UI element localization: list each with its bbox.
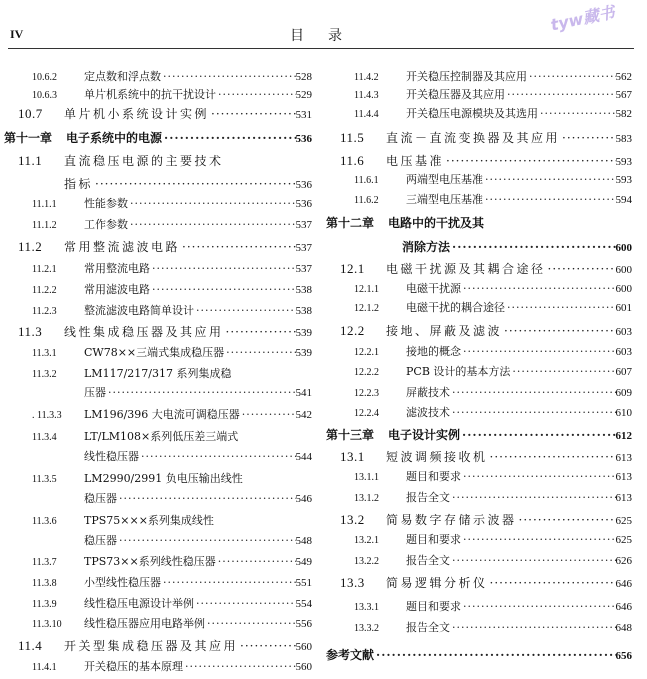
toc-entry-page: 609 xyxy=(615,387,632,399)
toc-entry-number: 11.6.2 xyxy=(354,195,379,206)
dot-leader xyxy=(162,131,295,145)
dot-leader xyxy=(483,173,616,186)
toc-entry-number: 12.1 xyxy=(340,261,365,276)
dot-leader xyxy=(461,470,616,483)
toc-entry-page: 582 xyxy=(615,108,632,120)
dot-leader xyxy=(106,386,296,399)
toc-entry-page: 528 xyxy=(295,71,312,83)
toc-entry-title: 工作参数 xyxy=(84,218,128,231)
toc-entry-page: 529 xyxy=(295,89,312,101)
toc-entry-subsection xyxy=(4,302,312,318)
toc-entry-subsection xyxy=(326,468,632,484)
dot-leader xyxy=(461,282,616,295)
header-rule xyxy=(8,48,634,49)
toc-entry-section xyxy=(4,323,312,340)
toc-entry-page: 560 xyxy=(295,661,312,673)
toc-entry-number: 11.3.8 xyxy=(32,578,57,589)
toc-entry-title: 电磁干扰源及其耦合途径 xyxy=(386,262,546,276)
toc-entry-title: 单片机系统中的抗干扰设计 xyxy=(84,88,216,101)
toc-entry-number: 11.1 xyxy=(18,153,43,168)
toc-entry-subsection xyxy=(4,470,312,486)
toc-entry-subsection xyxy=(326,171,632,187)
dot-leader xyxy=(510,365,615,378)
toc-entry-title: 电磁干扰的耦合途径 xyxy=(406,301,505,314)
toc-entry-number: 11.1.2 xyxy=(32,220,57,231)
page-number: IV xyxy=(10,27,24,41)
dot-leader xyxy=(194,304,296,317)
dot-leader xyxy=(517,513,616,527)
toc-entry-number: 11.3.9 xyxy=(32,599,57,610)
toc-entry-section xyxy=(4,175,312,192)
dot-leader xyxy=(150,262,296,275)
page-header-title: 目录 xyxy=(290,28,366,44)
toc-entry-subsection xyxy=(4,195,312,211)
toc-entry-page: 613 xyxy=(615,492,632,504)
toc-entry-subsection xyxy=(326,280,632,296)
toc-entry-number: 11.6.1 xyxy=(354,175,379,186)
dot-leader xyxy=(150,283,296,296)
toc-entry-page: 612 xyxy=(615,430,632,442)
toc-entry-chapter xyxy=(326,426,632,443)
toc-entry-page: 603 xyxy=(615,346,632,358)
toc-entry-title: 电磁干扰源 xyxy=(406,282,461,295)
toc-entry-chapter xyxy=(4,129,312,146)
toc-entry-page: 536 xyxy=(295,179,312,191)
toc-entry-number: 第十三章 xyxy=(326,428,375,442)
toc-entry-title: 开关稳压的基本原理 xyxy=(84,660,183,673)
toc-entry-title: 性能参数 xyxy=(84,197,128,210)
toc-entry-subsection xyxy=(4,68,312,84)
toc-entry-section xyxy=(4,152,312,169)
toc-entry-page: 549 xyxy=(295,556,312,568)
toc-entry-title: 定点数和浮点数 xyxy=(84,70,161,83)
toc-entry-title: 屏蔽技术 xyxy=(406,386,450,399)
toc-entry-number: 10.7 xyxy=(18,106,43,121)
toc-entry-section xyxy=(4,637,312,654)
toc-entry-subsection xyxy=(4,512,312,528)
toc-entry-number: 11.3.7 xyxy=(32,557,57,568)
toc-entry-subsection xyxy=(326,68,632,84)
toc-entry-title: 稳压器 xyxy=(84,492,117,505)
toc-entry-page: 554 xyxy=(295,598,312,610)
toc-entry-number: 第十二章 xyxy=(326,216,375,230)
toc-entry-title: 整流滤波电路简单设计 xyxy=(84,304,194,317)
toc-entry-number: 13.1 xyxy=(340,449,365,464)
toc-entry-page: 646 xyxy=(615,578,632,590)
dot-leader xyxy=(180,240,295,254)
dot-leader xyxy=(374,648,615,662)
toc-entry-subsection xyxy=(326,384,632,400)
toc-entry-page: 613 xyxy=(615,452,632,464)
dot-leader xyxy=(546,262,616,276)
toc-entry-title: 常用滤波电路 xyxy=(84,283,150,296)
toc-entry-title: LM117/217/317 系列集成稳 xyxy=(84,367,232,380)
toc-entry-number: 11.3.1 xyxy=(32,348,57,359)
dot-leader xyxy=(450,554,616,567)
toc-entry-title: 接地的概念 xyxy=(406,345,461,358)
dot-leader xyxy=(461,533,616,546)
toc-entry-page: 625 xyxy=(615,515,632,527)
toc-entry-page: 625 xyxy=(615,534,632,546)
toc-entry-title: 开关稳压控制器及其应用 xyxy=(406,70,527,83)
dot-leader xyxy=(450,406,616,419)
toc-entry-subsection xyxy=(4,574,312,590)
toc-entry-subsection xyxy=(4,281,312,297)
toc-entry-subsection xyxy=(326,86,632,102)
toc-entry-title: 开关稳压器及其应用 xyxy=(406,88,505,101)
toc-entry-page: 600 xyxy=(615,264,632,276)
toc-entry-title: TPS75×××系列集成线性 xyxy=(84,514,214,527)
toc-entry-subsection xyxy=(4,448,312,464)
dot-leader xyxy=(505,88,616,101)
dot-leader xyxy=(93,177,295,191)
toc-entry-subsection xyxy=(326,619,632,635)
toc-entry-title: TPS73××系列线性稳压器 xyxy=(84,555,216,568)
dot-leader xyxy=(450,491,616,504)
toc-entry-title: 电压基准 xyxy=(386,154,445,168)
toc-entry-number: 11.3.2 xyxy=(32,369,57,380)
toc-entry-subsection xyxy=(326,552,632,568)
dot-leader xyxy=(183,660,296,673)
toc-entry-title: 简易数字存储示波器 xyxy=(386,513,517,527)
toc-entry-section xyxy=(4,105,312,122)
toc-entry-subsection xyxy=(326,404,632,420)
toc-entry-title: 线性集成稳压器及其应用 xyxy=(64,325,224,339)
dot-leader xyxy=(450,386,616,399)
toc-entry-number: 11.3.4 xyxy=(32,432,57,443)
dot-leader xyxy=(209,107,295,121)
toc-entry-subsection xyxy=(4,615,312,631)
toc-entry-title: 开关稳压电源模块及其选用 xyxy=(406,107,538,120)
toc-entry-subsection xyxy=(4,216,312,232)
toc-entry-number: 12.2 xyxy=(340,323,365,338)
toc-entry-page: 646 xyxy=(615,601,632,613)
toc-entry-page: 546 xyxy=(295,493,312,505)
toc-entry-section xyxy=(326,322,632,339)
dot-leader xyxy=(128,218,296,231)
toc-entry-title: 题目和要求 xyxy=(406,470,461,483)
dot-leader xyxy=(444,154,615,168)
toc-entry-number: 11.2.3 xyxy=(32,306,57,317)
toc-entry-subsection xyxy=(326,191,632,207)
toc-entry-page: 542 xyxy=(295,409,312,421)
toc-entry-section xyxy=(326,448,632,465)
toc-entry-title: 电路中的干扰及其 xyxy=(388,216,485,230)
toc-entry-page: 536 xyxy=(295,133,312,145)
toc-entry-page: 601 xyxy=(615,302,632,314)
toc-entry-number: 10.6.2 xyxy=(32,72,57,83)
toc-entry-page: 562 xyxy=(615,71,632,83)
toc-entry-title: CW78××三端式集成稳压器 xyxy=(84,346,225,359)
toc-entry-page: 539 xyxy=(295,347,312,359)
toc-entry-number: 13.2.1 xyxy=(354,535,379,546)
toc-entry-title: 电子设计实例 xyxy=(388,428,461,442)
dot-leader xyxy=(450,240,615,254)
toc-entry-subsection xyxy=(326,299,632,315)
toc-entry-number: 11.3.5 xyxy=(32,474,57,485)
dot-leader xyxy=(216,555,296,568)
toc-entry-title: 常用整流电路 xyxy=(84,262,150,275)
toc-entry-page: 626 xyxy=(615,555,632,567)
toc-entry-subsection xyxy=(4,86,312,102)
toc-entry-number: 12.2.2 xyxy=(354,367,379,378)
toc-entry-page: 600 xyxy=(615,242,632,254)
toc-entry-subsection xyxy=(4,344,312,360)
toc-entry-title: 线性稳压器 xyxy=(84,450,139,463)
toc-entry-number: 12.2.1 xyxy=(354,347,379,358)
toc-entry-page: 613 xyxy=(615,471,632,483)
toc-entry-page: 648 xyxy=(615,622,632,634)
toc-entry-title: 压器 xyxy=(84,386,106,399)
toc-entry-title: 稳压器 xyxy=(84,534,117,547)
toc-entry-number: 13.3.2 xyxy=(354,623,379,634)
toc-entry-page: 600 xyxy=(615,283,632,295)
dot-leader xyxy=(238,639,295,653)
toc-entry-title: 消除方法 xyxy=(402,240,451,254)
dot-leader xyxy=(224,346,295,359)
toc-entry-page: 656 xyxy=(615,650,632,662)
dot-leader xyxy=(450,621,616,634)
dot-leader xyxy=(461,600,616,613)
toc-entry-number: 12.2.3 xyxy=(354,388,379,399)
toc-entry-subsection xyxy=(326,598,632,614)
dot-leader xyxy=(505,301,616,314)
toc-entry-number: 11.2.1 xyxy=(32,264,57,275)
toc-entry-page: 538 xyxy=(295,284,312,296)
toc-entry-page: 551 xyxy=(295,577,312,589)
dot-leader xyxy=(216,88,296,101)
toc-entry-title: 常用整流滤波电路 xyxy=(64,240,181,254)
toc-entry-page: 594 xyxy=(615,194,632,206)
toc-entry-title: 短波调频接收机 xyxy=(386,450,488,464)
toc-entry-number: 11.4.2 xyxy=(354,72,379,83)
toc-entry-number: 13.2.2 xyxy=(354,556,379,567)
toc-entry-number: 13.2 xyxy=(340,512,365,527)
toc-entry-title: 直流稳压电源的主要技术 xyxy=(64,154,224,168)
toc-entry-number: 13.1.2 xyxy=(354,493,379,504)
toc-entry-number: 12.1.1 xyxy=(354,284,379,295)
toc-entry-page: 537 xyxy=(295,263,312,275)
toc-entry-title: 报告全文 xyxy=(406,621,450,634)
toc-entry-title: 指标 xyxy=(64,177,94,191)
toc-entry-page: 610 xyxy=(615,407,632,419)
toc-entry-subsection xyxy=(326,105,632,121)
toc-entry-number: 11.4.4 xyxy=(354,109,379,120)
toc-entry-number: 11.6 xyxy=(340,153,365,168)
dot-leader xyxy=(161,576,296,589)
dot-leader xyxy=(161,70,296,83)
toc-entry-page: 541 xyxy=(295,387,312,399)
dot-leader xyxy=(205,617,296,630)
toc-entry-section xyxy=(326,260,632,277)
toc-entry-title: 报告全文 xyxy=(406,554,450,567)
toc-entry-page: 538 xyxy=(295,305,312,317)
toc-entry-page: 556 xyxy=(295,618,312,630)
dot-leader xyxy=(117,534,296,547)
dot-leader xyxy=(240,408,296,421)
dot-leader xyxy=(117,492,296,505)
toc-entry-title: 开关型集成稳压器及其应用 xyxy=(64,639,239,653)
toc-entry-number: 11.3 xyxy=(18,324,43,339)
toc-entry-title: PCB 设计的基本方法 xyxy=(406,365,511,378)
toc-entry-subsection xyxy=(4,365,312,381)
toc-entry-section xyxy=(326,574,632,591)
toc-entry-number: 11.3.10 xyxy=(32,619,62,630)
toc-entry-subsection xyxy=(4,406,312,422)
toc-entry-title: 两端型电压基准 xyxy=(406,173,483,186)
toc-entry-title: 三端型电压基准 xyxy=(406,193,483,206)
toc-entry-title: 简易逻辑分析仪 xyxy=(386,576,488,590)
dot-leader xyxy=(483,193,616,206)
dot-leader xyxy=(460,428,615,442)
toc-entry-page: 537 xyxy=(295,242,312,254)
toc-entry-subsection xyxy=(4,595,312,611)
dot-leader xyxy=(538,107,616,120)
toc-entry-title: 电子系统中的电源 xyxy=(66,131,163,145)
toc-entry-number: 12.2.4 xyxy=(354,408,379,419)
toc-entry-title: LM2990/2991 负电压输出线性 xyxy=(84,472,243,485)
toc-entry-subsection xyxy=(326,363,632,379)
toc-entry-page: 560 xyxy=(295,641,312,653)
toc-entry-page: 548 xyxy=(295,535,312,547)
toc-entry-number: 第十一章 xyxy=(4,131,53,145)
watermark: tyw藏书 xyxy=(548,2,617,35)
toc-entry-page: 536 xyxy=(295,198,312,210)
toc-entry-title: 线性稳压器应用电路举例 xyxy=(84,617,205,630)
toc-entry-subsection xyxy=(326,343,632,359)
toc-entry-subsection xyxy=(4,553,312,569)
toc-entry-page: 607 xyxy=(615,366,632,378)
toc-entry-number: 11.4.1 xyxy=(32,662,57,673)
dot-leader xyxy=(139,450,296,463)
toc-entry-number: 11.4 xyxy=(18,638,43,653)
toc-entry-title: 线性稳压电源设计举例 xyxy=(84,597,194,610)
toc-entry-subsection xyxy=(4,260,312,276)
dot-leader xyxy=(527,70,616,83)
toc-entry-title: LM196/396 大电流可调稳压器 xyxy=(84,408,240,421)
toc-entry-section xyxy=(326,152,632,169)
toc-entry-section xyxy=(326,129,632,146)
toc-entry-subsection xyxy=(4,532,312,548)
toc-entry-page: 567 xyxy=(615,89,632,101)
toc-entry-page: 603 xyxy=(615,326,632,338)
toc-entry-number: 13.3.1 xyxy=(354,602,379,613)
dot-leader xyxy=(128,197,296,210)
toc-entry-chapter xyxy=(326,238,632,255)
toc-entry-number: 11.2.2 xyxy=(32,285,57,296)
toc-entry-section xyxy=(326,511,632,528)
toc-entry-title: 直流－直流变换器及其应用 xyxy=(386,131,561,145)
dot-leader xyxy=(502,324,615,338)
toc-entry-chapter xyxy=(326,214,632,231)
toc-entry-page: 537 xyxy=(295,219,312,231)
toc-entry-subsection xyxy=(4,384,312,400)
toc-entry-subsection xyxy=(326,489,632,505)
toc-entry-subsection xyxy=(4,490,312,506)
toc-entry-number: 13.3 xyxy=(340,575,365,590)
toc-entry-title: 滤波技术 xyxy=(406,406,450,419)
toc-entry-number: 11.5 xyxy=(340,130,365,145)
toc-entry-number: 11.1.1 xyxy=(32,199,57,210)
toc-entry-page: 593 xyxy=(615,174,632,186)
toc-entry-subsection xyxy=(326,531,632,547)
toc-entry-page: 593 xyxy=(615,156,632,168)
toc-entry-subsection xyxy=(4,428,312,444)
toc-entry-number: 11.3.6 xyxy=(32,516,57,527)
toc-entry-title: 题目和要求 xyxy=(406,600,461,613)
dot-leader xyxy=(488,450,616,464)
toc-entry-title: 报告全文 xyxy=(406,491,450,504)
toc-entry-title: 接地、屏蔽及滤波 xyxy=(386,324,503,338)
toc-entry-chapter xyxy=(326,646,632,663)
toc-entry-title: 单片机小系统设计实例 xyxy=(64,107,210,121)
toc-entry-title: 题目和要求 xyxy=(406,533,461,546)
dot-leader xyxy=(224,325,296,339)
dot-leader xyxy=(194,597,296,610)
toc-entry-number: 11.2 xyxy=(18,239,43,254)
toc-entry-section xyxy=(4,238,312,255)
dot-leader xyxy=(560,131,615,145)
toc-entry-number: 10.6.3 xyxy=(32,90,57,101)
dot-leader xyxy=(488,576,616,590)
toc-entry-subsection xyxy=(4,658,312,674)
toc-entry-page: 539 xyxy=(295,327,312,339)
toc-entry-page: 583 xyxy=(615,133,632,145)
toc-entry-title: 小型线性稳压器 xyxy=(84,576,161,589)
toc-entry-page: 544 xyxy=(295,451,312,463)
toc-entry-title: 参考文献 xyxy=(326,648,375,662)
toc-entry-number: 12.1.2 xyxy=(354,303,379,314)
toc-entry-number: . 11.3.3 xyxy=(32,410,62,421)
toc-entry-number: 11.4.3 xyxy=(354,90,379,101)
dot-leader xyxy=(461,345,616,358)
toc-entry-title: LT/LM108×系列低压差三端式 xyxy=(84,430,239,443)
toc-entry-number: 13.1.1 xyxy=(354,472,379,483)
toc-entry-page: 531 xyxy=(295,109,312,121)
